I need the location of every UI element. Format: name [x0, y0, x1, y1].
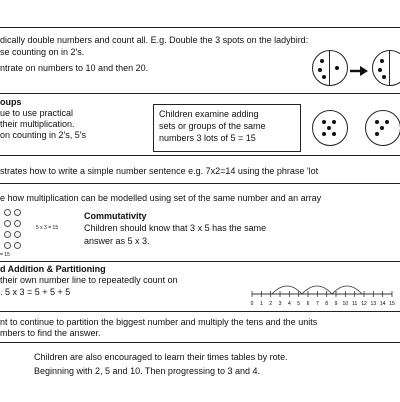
- section-divider: [0, 155, 400, 156]
- group-of-five-icon: [312, 110, 348, 146]
- number-line-label: 9: [334, 301, 338, 307]
- array-mini-total: = 15: [0, 252, 10, 258]
- groups-box-line-2: sets or groups of the same: [159, 121, 266, 131]
- sentence-text: strates how to write a simple number sentence e.g. 7x2=14 using the phrase 'lot: [0, 166, 319, 176]
- partition-line-1: nt to continue to partition the biggest number and multiply the tens and the units: [0, 317, 318, 327]
- groups-line-1: ue to use practical: [0, 108, 74, 118]
- groups-box-line-1: Children examine adding: [159, 109, 259, 119]
- number-line-label: 10: [342, 301, 349, 307]
- number-line: [232, 264, 400, 310]
- number-line-label: 7: [315, 301, 319, 307]
- commutativity-line-2: answer as 5 x 3.: [84, 236, 150, 246]
- number-line-label: 12: [361, 301, 367, 307]
- number-line-label: 13: [370, 301, 377, 307]
- number-line-label: 2: [269, 301, 273, 307]
- repeated-addition-line-2: . 5 x 3 = 5 + 5 + 5: [0, 287, 71, 297]
- doubling-line-1: dically double numbers and count all. E.g. Double the 3 spots on the ladybird:: [0, 35, 309, 45]
- number-line-label: 3: [278, 301, 282, 307]
- section-divider: [0, 183, 400, 184]
- ladybird-doubled-icon: [372, 50, 400, 86]
- repeated-addition-heading: d Addition & Partitioning: [0, 264, 106, 274]
- doubling-line-3: ntrate on numbers to 10 and then 20.: [0, 63, 149, 73]
- arrow-right-icon: [350, 63, 368, 69]
- number-line-label: 4: [287, 301, 291, 307]
- footer-line-1: Children are also encouraged to learn their times tables by rote.: [34, 352, 288, 362]
- number-line-label: 11: [352, 301, 358, 307]
- section-divider: [0, 342, 400, 343]
- number-line-label: 14: [379, 301, 386, 307]
- number-line-label: 1: [259, 301, 263, 307]
- number-line-label: 6: [306, 301, 310, 307]
- commutativity-line-1: Children should know that 3 x 5 has the same: [84, 223, 267, 233]
- section-divider: [0, 311, 400, 312]
- number-line-label: 0: [250, 301, 254, 307]
- groups-heading: oups: [0, 97, 22, 107]
- partition-line-2: mbers to find the answer.: [0, 328, 101, 338]
- commutativity-heading: Commutativity: [84, 211, 147, 221]
- ladybird-icon: [312, 50, 348, 86]
- groups-box-line-3: numbers 3 lots of 5 = 15: [159, 133, 256, 143]
- number-line-label: 15: [389, 301, 395, 307]
- section-divider: [0, 93, 400, 94]
- doubling-line-2: se counting on in 2's.: [0, 47, 85, 57]
- array-mini-label: 5 x 3 = 15: [36, 225, 59, 231]
- number-line-label: 8: [325, 301, 329, 307]
- repeated-addition-line-1: their own number line to repeatedly count on: [0, 275, 178, 285]
- dot-array-icon: [0, 209, 30, 249]
- footer-line-2: Beginning with 2, 5 and 10. Then progressing to 3 and 4.: [34, 366, 260, 376]
- array-intro: e how multiplication can be modelled using set of the same number and an array: [0, 193, 322, 203]
- groups-line-2: their multiplication.: [0, 119, 75, 129]
- section-divider: [0, 27, 400, 28]
- groups-example-box: [153, 104, 301, 152]
- groups-line-3: on counting in 2's, 5's: [0, 130, 86, 140]
- group-of-five-icon: [365, 110, 400, 146]
- number-line-label: 5: [297, 301, 301, 307]
- section-divider: [0, 261, 400, 262]
